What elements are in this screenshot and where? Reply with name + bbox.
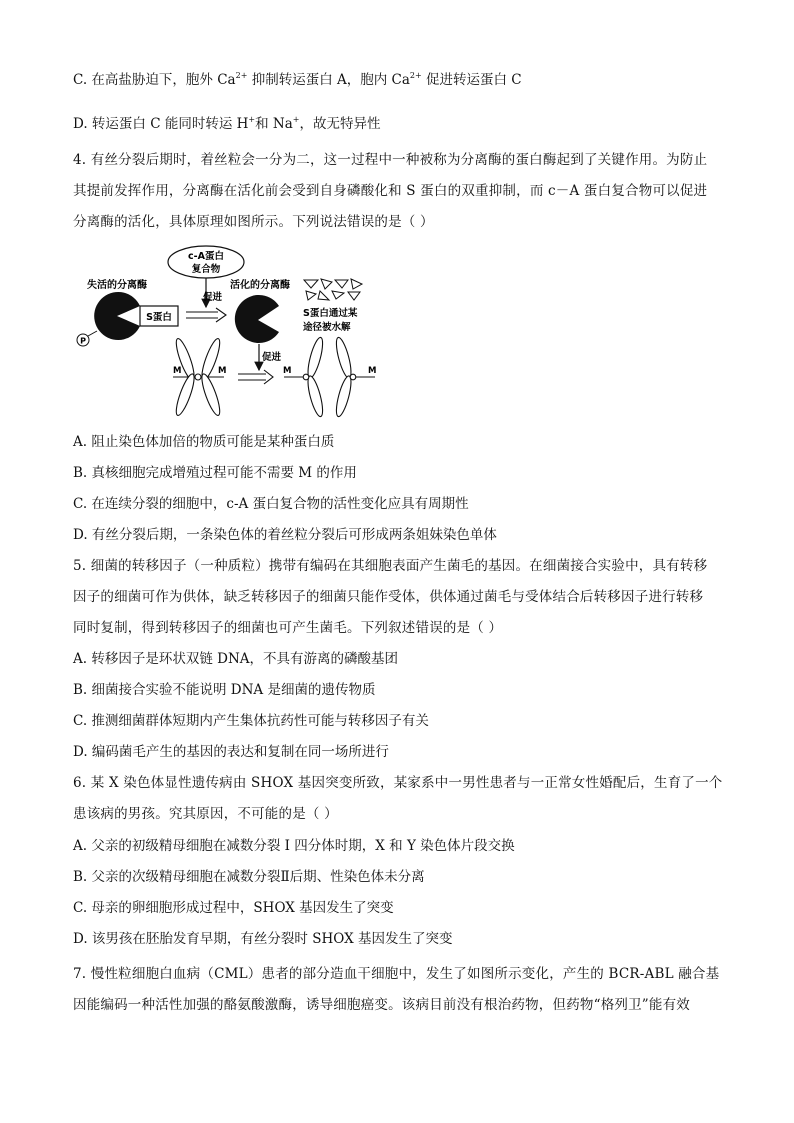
q5-option: B. 细菌接合实验不能说明 DNA 是细菌的遗传物质 [73, 682, 376, 698]
chromatid-left [284, 336, 326, 418]
q3-option-c: C. 在高盐胁迫下，胞外 $Ca^{2+}$ 抑制转运蛋白 A，胞内 $Ca^{2+}$ 促进转运蛋白 C [73, 71, 522, 88]
q4-stem-line: 4. 有丝分裂后期时，着丝粒会一分为二，这一过程中一种被称为分离酶的蛋白酶起到了关键作用。为防止 [73, 152, 708, 168]
inactive-separase-label: 失活的分离酶 [87, 280, 147, 291]
q6-option: C. 母亲的卵细胞形成过程中，SHOX 基因发生了突变 [73, 900, 394, 916]
hydrolysis-label-2: 途径被水解 [303, 322, 351, 333]
q4-stem-line: 分离酶的活化，具体原理如图所示。下列说法错误的是（ ） [73, 214, 434, 230]
activation-double-arrow [186, 308, 226, 322]
phosphate-label: P [80, 336, 86, 346]
hydrolysis-label-1: S蛋白通过某 [303, 308, 358, 319]
q5-option: C. 推测细菌群体短期内产生集体抗药性可能与转移因子有关 [73, 713, 429, 729]
m-label: M [218, 366, 227, 376]
q5-option: A. 转移因子是环状双链 DNA，不具有游离的磷酸基团 [73, 651, 399, 667]
q4-stem-line: 其提前发挥作用，分离酶在活化前会受到自身磷酸化和 S 蛋白的双重抑制，而 c－A 蛋白复合物可以促进 [73, 183, 708, 199]
active-separase-pacman [235, 295, 279, 343]
q7-stem-line: 7. 慢性粒细胞白血病（CML）患者的部分造血干细胞中，发生了如图所示变化，产生的 BCR-ABL 融合基 [73, 966, 720, 982]
q7-stem-line: 因能编码一种活性加强的酪氨酸激酶，诱导细胞癌变。该病目前没有根治药物，但药物“格列卫”能有效 [73, 997, 691, 1013]
q4-option: B. 真核细胞完成增殖过程可能不需要 M 的作用 [73, 465, 357, 481]
active-separase-label: 活化的分离酶 [230, 280, 290, 291]
inactive-separase-pacman [94, 292, 140, 340]
q6-option: B. 父亲的次级精母细胞在减数分裂Ⅱ后期、性染色体未分离 [73, 869, 425, 885]
separase-activation-diagram [70, 244, 410, 424]
ca-complex-label-1: c-A蛋白 [188, 251, 224, 262]
s-protein-fragments [304, 279, 362, 300]
ca-complex-label-2: 复合物 [191, 264, 221, 275]
m-label: M [283, 366, 292, 376]
q4-option: A. 阻止染色体加倍的物质可能是某种蛋白质 [73, 434, 335, 450]
promote-label-1: 促进 [203, 292, 223, 303]
q4-option: D. 有丝分裂后期，一条染色体的着丝粒分裂后可形成两条姐妹染色单体 [73, 527, 497, 543]
separation-double-arrow [238, 370, 273, 384]
promote-label-2: 促进 [262, 352, 282, 363]
phospho-link [88, 331, 97, 336]
q6-stem-line: 6. 某 X 染色体显性遗传病由 SHOX 基因突变所致，某家系中一男性患者与一正常女性婚配后，生育了一个 [73, 775, 723, 791]
chromosome-pair-before [173, 337, 227, 417]
q5-stem-line: 5. 细菌的转移因子（一种质粒）携带有编码在其细胞表面产生菌毛的基因。在细菌接合实验中，具有转移 [73, 558, 708, 574]
chromatid-right [333, 336, 375, 418]
s-protein-label: S蛋白 [146, 312, 172, 323]
q4-option: C. 在连续分裂的细胞中，c-A 蛋白复合物的活性变化应具有周期性 [73, 496, 469, 512]
m-label: M [368, 366, 377, 376]
q5-stem-line: 同时复制，得到转移因子的细菌也可产生菌毛。下列叙述错误的是（ ） [73, 620, 503, 636]
q6-option: D. 该男孩在胚胎发育早期，有丝分裂时 SHOX 基因发生了突变 [73, 931, 453, 947]
q5-option: D. 编码菌毛产生的基因的表达和复制在同一场所进行 [73, 744, 389, 760]
q5-stem-line: 因子的细菌可作为供体，缺乏转移因子的细菌只能作受体，供体通过菌毛与受体结合后转移因子进行转移 [73, 589, 704, 605]
q6-option: A. 父亲的初级精母细胞在减数分裂 I 四分体时期，X 和 Y 染色体片段交换 [73, 838, 515, 854]
q3-option-d: D. 转运蛋白 C 能同时转运 H+和 Na+，故无特异性 [73, 115, 381, 132]
m-label: M [173, 366, 182, 376]
q6-stem-line: 患该病的男孩。究其原因，不可能的是（ ） [73, 806, 338, 822]
